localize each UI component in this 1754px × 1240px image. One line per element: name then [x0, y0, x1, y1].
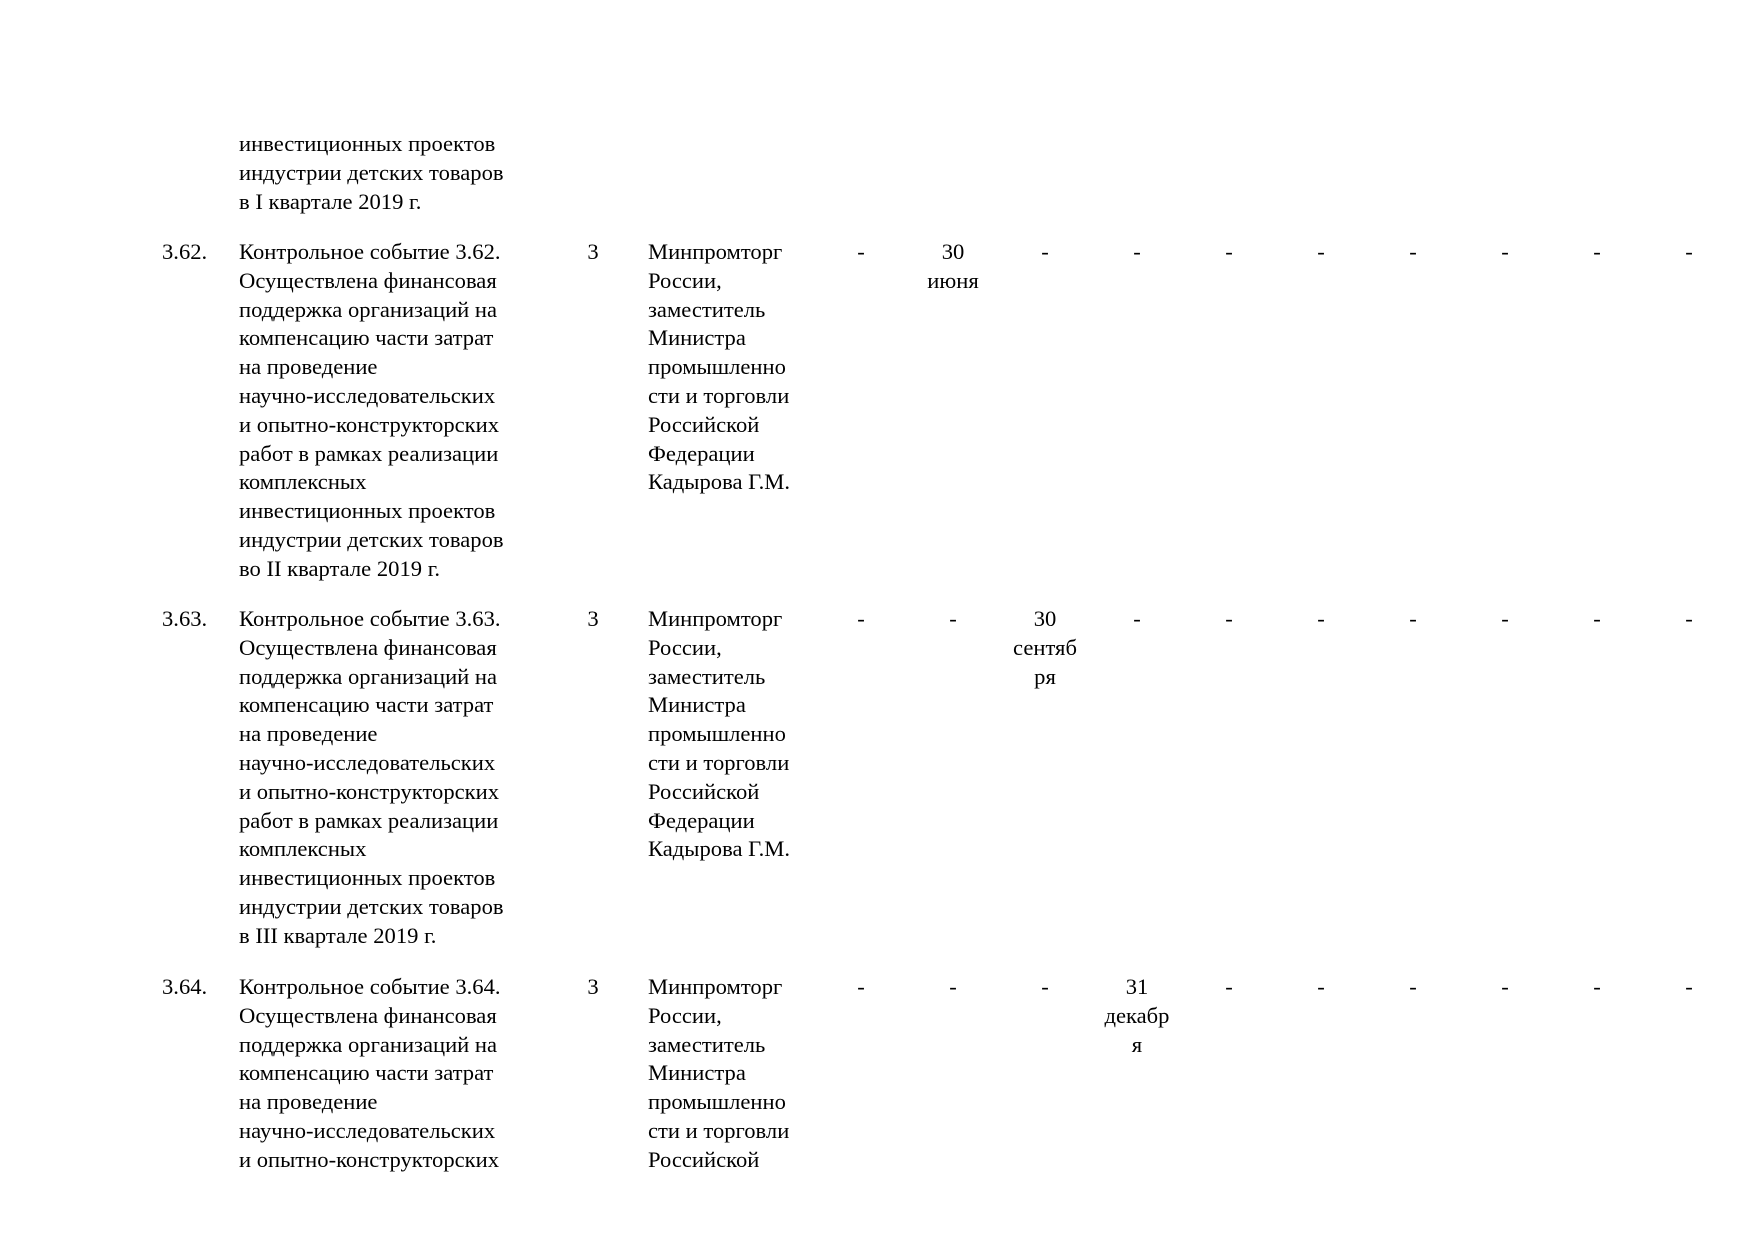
event-description: Контрольное событие 3.62. Осуществлена финансовая поддержка организаций на компенсацию части затрат на проведение научно-исследовательских и опытно-конструкторских работ в рамках реализации комплексных инвестиционных проектов индустрии детских товаров во II квартале 2019 г. — [239, 239, 504, 581]
quarter-cell: - — [1685, 974, 1693, 999]
quarter-cell: - — [1317, 606, 1325, 631]
quarter-cell: - — [1409, 239, 1417, 264]
quarter-cell: - — [1593, 239, 1601, 264]
level-value: 3 — [587, 974, 599, 999]
quarter-cell: - — [1685, 239, 1693, 264]
quarter-cell: - — [1593, 606, 1601, 631]
quarter-cell: - — [1409, 974, 1417, 999]
row-number: 3.64. — [162, 974, 208, 999]
quarter-cell: - — [1501, 606, 1509, 631]
level-value: 3 — [587, 239, 599, 264]
quarter-cell: 30 июня — [927, 239, 979, 293]
row-number: 3.62. — [162, 239, 208, 264]
level-value: 3 — [587, 606, 599, 631]
quarter-cell: - — [857, 974, 865, 999]
event-description: Контрольное событие 3.63. Осуществлена финансовая поддержка организаций на компенсацию части затрат на проведение научно-исследовательских и опытно-конструкторских работ в рамках реализации комплексных инвестиционных проектов индустрии детских товаров в III квартале 2019 г. — [239, 606, 504, 948]
event-description: Контрольное событие 3.64. Осуществлена финансовая поддержка организаций на компенсацию части затрат на проведение научно-исследовательских и опытно-конструкторских — [239, 974, 501, 1172]
responsible-executor: Минпромторг России, заместитель Министра промышленно сти и торговли Российской Федерации Кадырова Г.М. — [648, 606, 791, 862]
quarter-cell: - — [949, 974, 957, 999]
responsible-executor: Минпромторг России, заместитель Министра промышленно сти и торговли Российской — [648, 974, 790, 1172]
quarter-cell: - — [1685, 606, 1693, 631]
quarter-cell: - — [857, 239, 865, 264]
quarter-cell: - — [1501, 239, 1509, 264]
quarter-cell: - — [1409, 606, 1417, 631]
quarter-cell: - — [1225, 974, 1233, 999]
row-number: 3.63. — [162, 606, 208, 631]
quarter-cell: - — [857, 606, 865, 631]
quarter-cell: - — [1041, 974, 1049, 999]
quarter-cell: - — [1501, 974, 1509, 999]
quarter-cell: - — [1317, 239, 1325, 264]
continuation-text: инвестиционных проектов индустрии детских товаров в I квартале 2019 г. — [239, 131, 504, 214]
quarter-cell: - — [1041, 239, 1049, 264]
quarter-cell: - — [1225, 606, 1233, 631]
quarter-cell: - — [1225, 239, 1233, 264]
quarter-cell: - — [1133, 606, 1141, 631]
quarter-cell: 30 сентяб ря — [1013, 606, 1077, 689]
quarter-cell: - — [949, 606, 957, 631]
quarter-cell: - — [1593, 974, 1601, 999]
quarter-cell: 31 декабр я — [1104, 974, 1170, 1057]
quarter-cell: - — [1133, 239, 1141, 264]
responsible-executor: Минпромторг России, заместитель Министра промышленно сти и торговли Российской Федерации Кадырова Г.М. — [648, 239, 791, 495]
quarter-cell: - — [1317, 974, 1325, 999]
